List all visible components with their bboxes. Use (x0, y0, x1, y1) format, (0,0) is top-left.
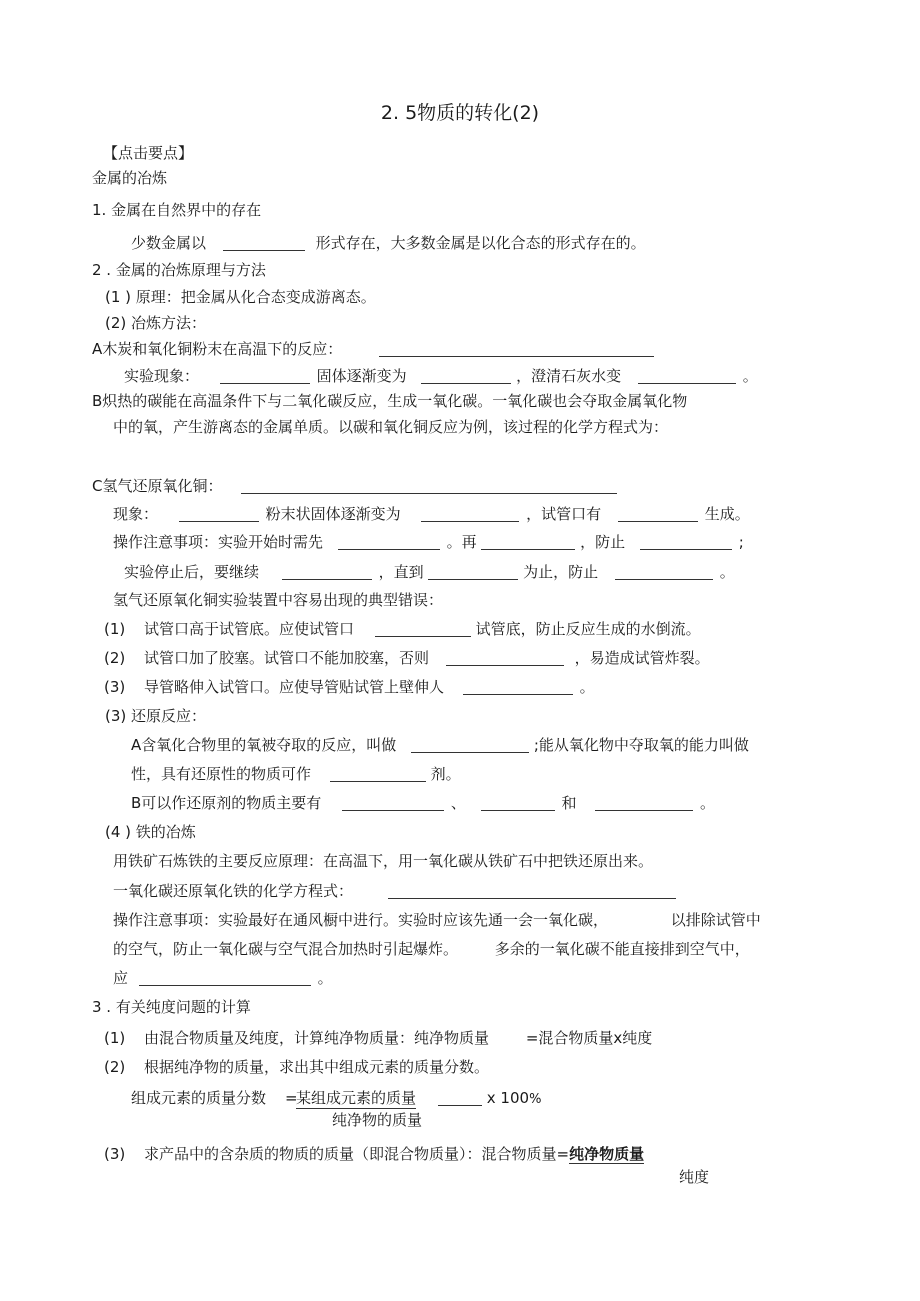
c-phenomenon-text-c: ，试管口有 (526, 505, 602, 523)
c-phenomenon-text-d: 生成。 (704, 505, 750, 523)
s1-text-a: 少数金属以 (131, 234, 207, 252)
iron-equation-line (113, 881, 676, 901)
error-3-number: (3) (104, 678, 126, 696)
blank-co-disposal[interactable] (139, 969, 311, 986)
blank-agent-3[interactable] (595, 794, 693, 811)
purity-item-3 (104, 1144, 644, 1164)
method-b-line-2: 中的氧，产生游离态的金属单质。以碳和氧化铜反应为例，该过程的化学方程式为： (113, 418, 669, 436)
blank-equation-a[interactable] (379, 340, 654, 357)
blank-a-color-1[interactable] (220, 367, 310, 384)
error-3 (104, 677, 595, 697)
purity-2-number: (2) (104, 1058, 126, 1076)
error-2-text-b: ，易造成试管炸裂。 (574, 649, 710, 667)
blank-reducing-agent[interactable] (330, 765, 426, 782)
method-a-text: A木炭和氧化铜粉末在高温下的反应： (92, 340, 343, 358)
methods-heading: (2) 冶炼方法： (105, 314, 207, 332)
c-stop-text-b: ，直到 (378, 563, 424, 581)
section-3-heading: 3 . 有关纯度问题的计算 (92, 998, 251, 1016)
blank-a-limewater[interactable] (638, 367, 736, 384)
purity-item-1 (104, 1028, 652, 1048)
purity-1-number: (1) (104, 1029, 126, 1047)
method-a-phenomenon (124, 366, 758, 386)
iron-notes-2 (113, 939, 750, 959)
blank-c-step-2[interactable] (481, 533, 575, 550)
c-notes-text-d: ; (738, 533, 744, 551)
error-1-number: (1) (104, 620, 126, 638)
formula-denominator: 纯净物的质量 (332, 1111, 423, 1129)
error-1-text-b: 试管底，防止反应生成的水倒流。 (475, 620, 701, 638)
formula-numerator: 某组成元素的质量 (296, 1089, 417, 1107)
blank-c-prevent-1[interactable] (640, 533, 732, 550)
phenomenon-text-c: ，澄清石灰水变 (516, 367, 622, 385)
formula-equals: = (285, 1089, 298, 1107)
reduction-text-a: A含氧化合物里的氧被夺取的反应，叫做 (131, 736, 397, 754)
typical-errors-heading: 氢气还原氧化铜实验装置中容易出现的典型错误： (113, 591, 444, 609)
c-notes-text-c: ，防止 (580, 533, 626, 551)
purity-item-2 (104, 1057, 489, 1077)
reduction-line-3 (131, 793, 715, 813)
purity-3-denominator: 纯度 (679, 1168, 710, 1186)
formula-line-extension (438, 1089, 482, 1106)
blank-c-continue[interactable] (282, 563, 372, 580)
c-notes-text-b: 。再 (446, 533, 477, 551)
section-1-heading: 1. 金属在自然界中的存在 (92, 201, 262, 219)
phenomenon-period: 。 (742, 367, 758, 385)
purity-2-text-a: 根据纯净物的质量，求出其中组成元素的质量分数。 (144, 1058, 490, 1076)
error-1 (104, 619, 701, 639)
formula-blank (438, 1088, 541, 1110)
c-phenomenon-text-b: 粉末状固体逐渐变为 (265, 505, 401, 523)
topic-title: 金属的冶炼 (92, 169, 168, 187)
blank-c-color-2[interactable] (421, 505, 519, 522)
reduction-and: 和 (561, 794, 577, 812)
error-2-text-a: 试管口加了胶塞。试管口不能加胶塞，否则 (144, 649, 430, 667)
iron-notes-text-b: 以排除试管中 (670, 911, 761, 929)
blank-reduction-name[interactable] (411, 736, 529, 753)
formula-percent: % (529, 1092, 542, 1107)
reduction-line-2 (131, 764, 461, 784)
method-b-line-1: B炽热的碳能在高温条件下与二氧化碳反应，生成一氧化碳。一氧化碳也会夺取金属氧化物 (92, 392, 688, 410)
reduction-text-b: ;能从氧化物中夺取氧的能力叫做 (533, 736, 749, 754)
iron-heading: (4 ) 铁的冶炼 (105, 823, 196, 841)
purity-3-text-a: 求产品中的含杂质的物质的质量（即混合物质量）：混合物质量= (144, 1145, 570, 1163)
purity-1-text-a: 由混合物质量及纯度，计算纯净物质量：纯净物质量 (144, 1029, 490, 1047)
error-2 (104, 648, 710, 668)
method-c-text: C氢气还原氧化铜： (92, 477, 223, 495)
method-c-phenomenon (113, 504, 750, 524)
page-title: 2. 5物质的转化(2) (380, 102, 540, 124)
blank-error-1[interactable] (375, 620, 471, 637)
method-c-notes-2 (124, 562, 735, 582)
method-c-notes-1 (113, 532, 744, 552)
reduction-period: 。 (700, 794, 716, 812)
c-stop-text-d: 。 (719, 563, 735, 581)
iron-principle: 用铁矿石炼铁的主要反应原理：在高温下，用一氧化碳从铁矿石中把铁还原出来。 (113, 852, 654, 870)
reduction-text-c: 性，具有还原性的物质可作 (131, 765, 312, 783)
s1-text-b: 形式存在，大多数金属是以化合态的形式存在的。 (315, 234, 646, 252)
iron-notes-text-d: 多余的一氧化碳不能直接排到空气中， (494, 940, 750, 958)
blank-c-prevent-2[interactable] (615, 563, 713, 580)
reduction-text-d: 剂。 (430, 765, 461, 783)
iron-equation-text: 一氧化碳还原氧化铁的化学方程式： (113, 882, 354, 900)
s1-line (131, 233, 646, 253)
c-stop-text-a: 实验停止后，要继续 (124, 563, 260, 581)
iron-notes-text-f: 。 (317, 969, 333, 987)
section-header: 【点击要点】 (103, 144, 194, 162)
formula-times-100: x 100 (486, 1089, 530, 1107)
blank-iron-equation[interactable] (388, 882, 676, 899)
phenomenon-label: 实验现象： (124, 367, 200, 385)
blank-agent-1[interactable] (342, 794, 444, 811)
method-c-line (92, 476, 617, 496)
reduction-line-1 (131, 735, 749, 755)
phenomenon-text-b: 固体逐渐变为 (316, 367, 407, 385)
blank-error-3[interactable] (463, 678, 573, 695)
blank-agent-2[interactable] (481, 794, 555, 811)
iron-notes-3 (113, 968, 333, 988)
iron-notes-text-a: 操作注意事项：实验最好在通风橱中进行。实验时应该先通一会一氧化碳， (113, 911, 609, 929)
iron-notes-text-e: 应 (113, 969, 129, 987)
c-notes-text-a: 操作注意事项：实验开始时需先 (113, 533, 324, 551)
iron-notes-text-c: 的空气，防止一氧化碳与空气混合加热时引起爆炸。 (113, 940, 459, 958)
blank-free-state[interactable] (223, 234, 305, 251)
blank-error-2[interactable] (446, 649, 564, 666)
purity-3-number: (3) (104, 1145, 126, 1163)
mass-fraction-label: 组成元素的质量分数 (131, 1089, 267, 1107)
reduction-text-e: B可以作还原剂的物质主要有 (131, 794, 322, 812)
blank-c-product[interactable] (618, 505, 698, 522)
error-1-text-a: 试管口高于试管底。应使试管口 (144, 620, 355, 638)
blank-c-until[interactable] (428, 563, 518, 580)
purity-1-text-b: =混合物质量x纯度 (525, 1029, 653, 1047)
error-2-number: (2) (104, 649, 126, 667)
error-3-text-a: 导管略伸入试管口。应使导管贴试管上壁伸人 (144, 678, 445, 696)
c-phenomenon-label: 现象： (113, 505, 159, 523)
iron-notes-1 (113, 910, 761, 930)
error-3-text-b: 。 (579, 678, 595, 696)
principle-line: (1 ) 原理：把金属从化合态变成游离态。 (105, 288, 376, 306)
c-stop-text-c: 为止，防止 (523, 563, 599, 581)
reduction-comma: 、 (450, 794, 466, 812)
blank-c-step-1[interactable] (338, 533, 440, 550)
blank-c-color-1[interactable] (179, 505, 259, 522)
blank-equation-c[interactable] (241, 477, 617, 494)
method-a-line (92, 339, 654, 359)
blank-a-color-2[interactable] (421, 367, 511, 384)
reduction-heading: (3) 还原反应： (105, 707, 207, 725)
purity-3-numerator: 纯净物质量 (569, 1145, 645, 1163)
section-2-heading: 2 . 金属的冶炼原理与方法 (92, 261, 266, 279)
